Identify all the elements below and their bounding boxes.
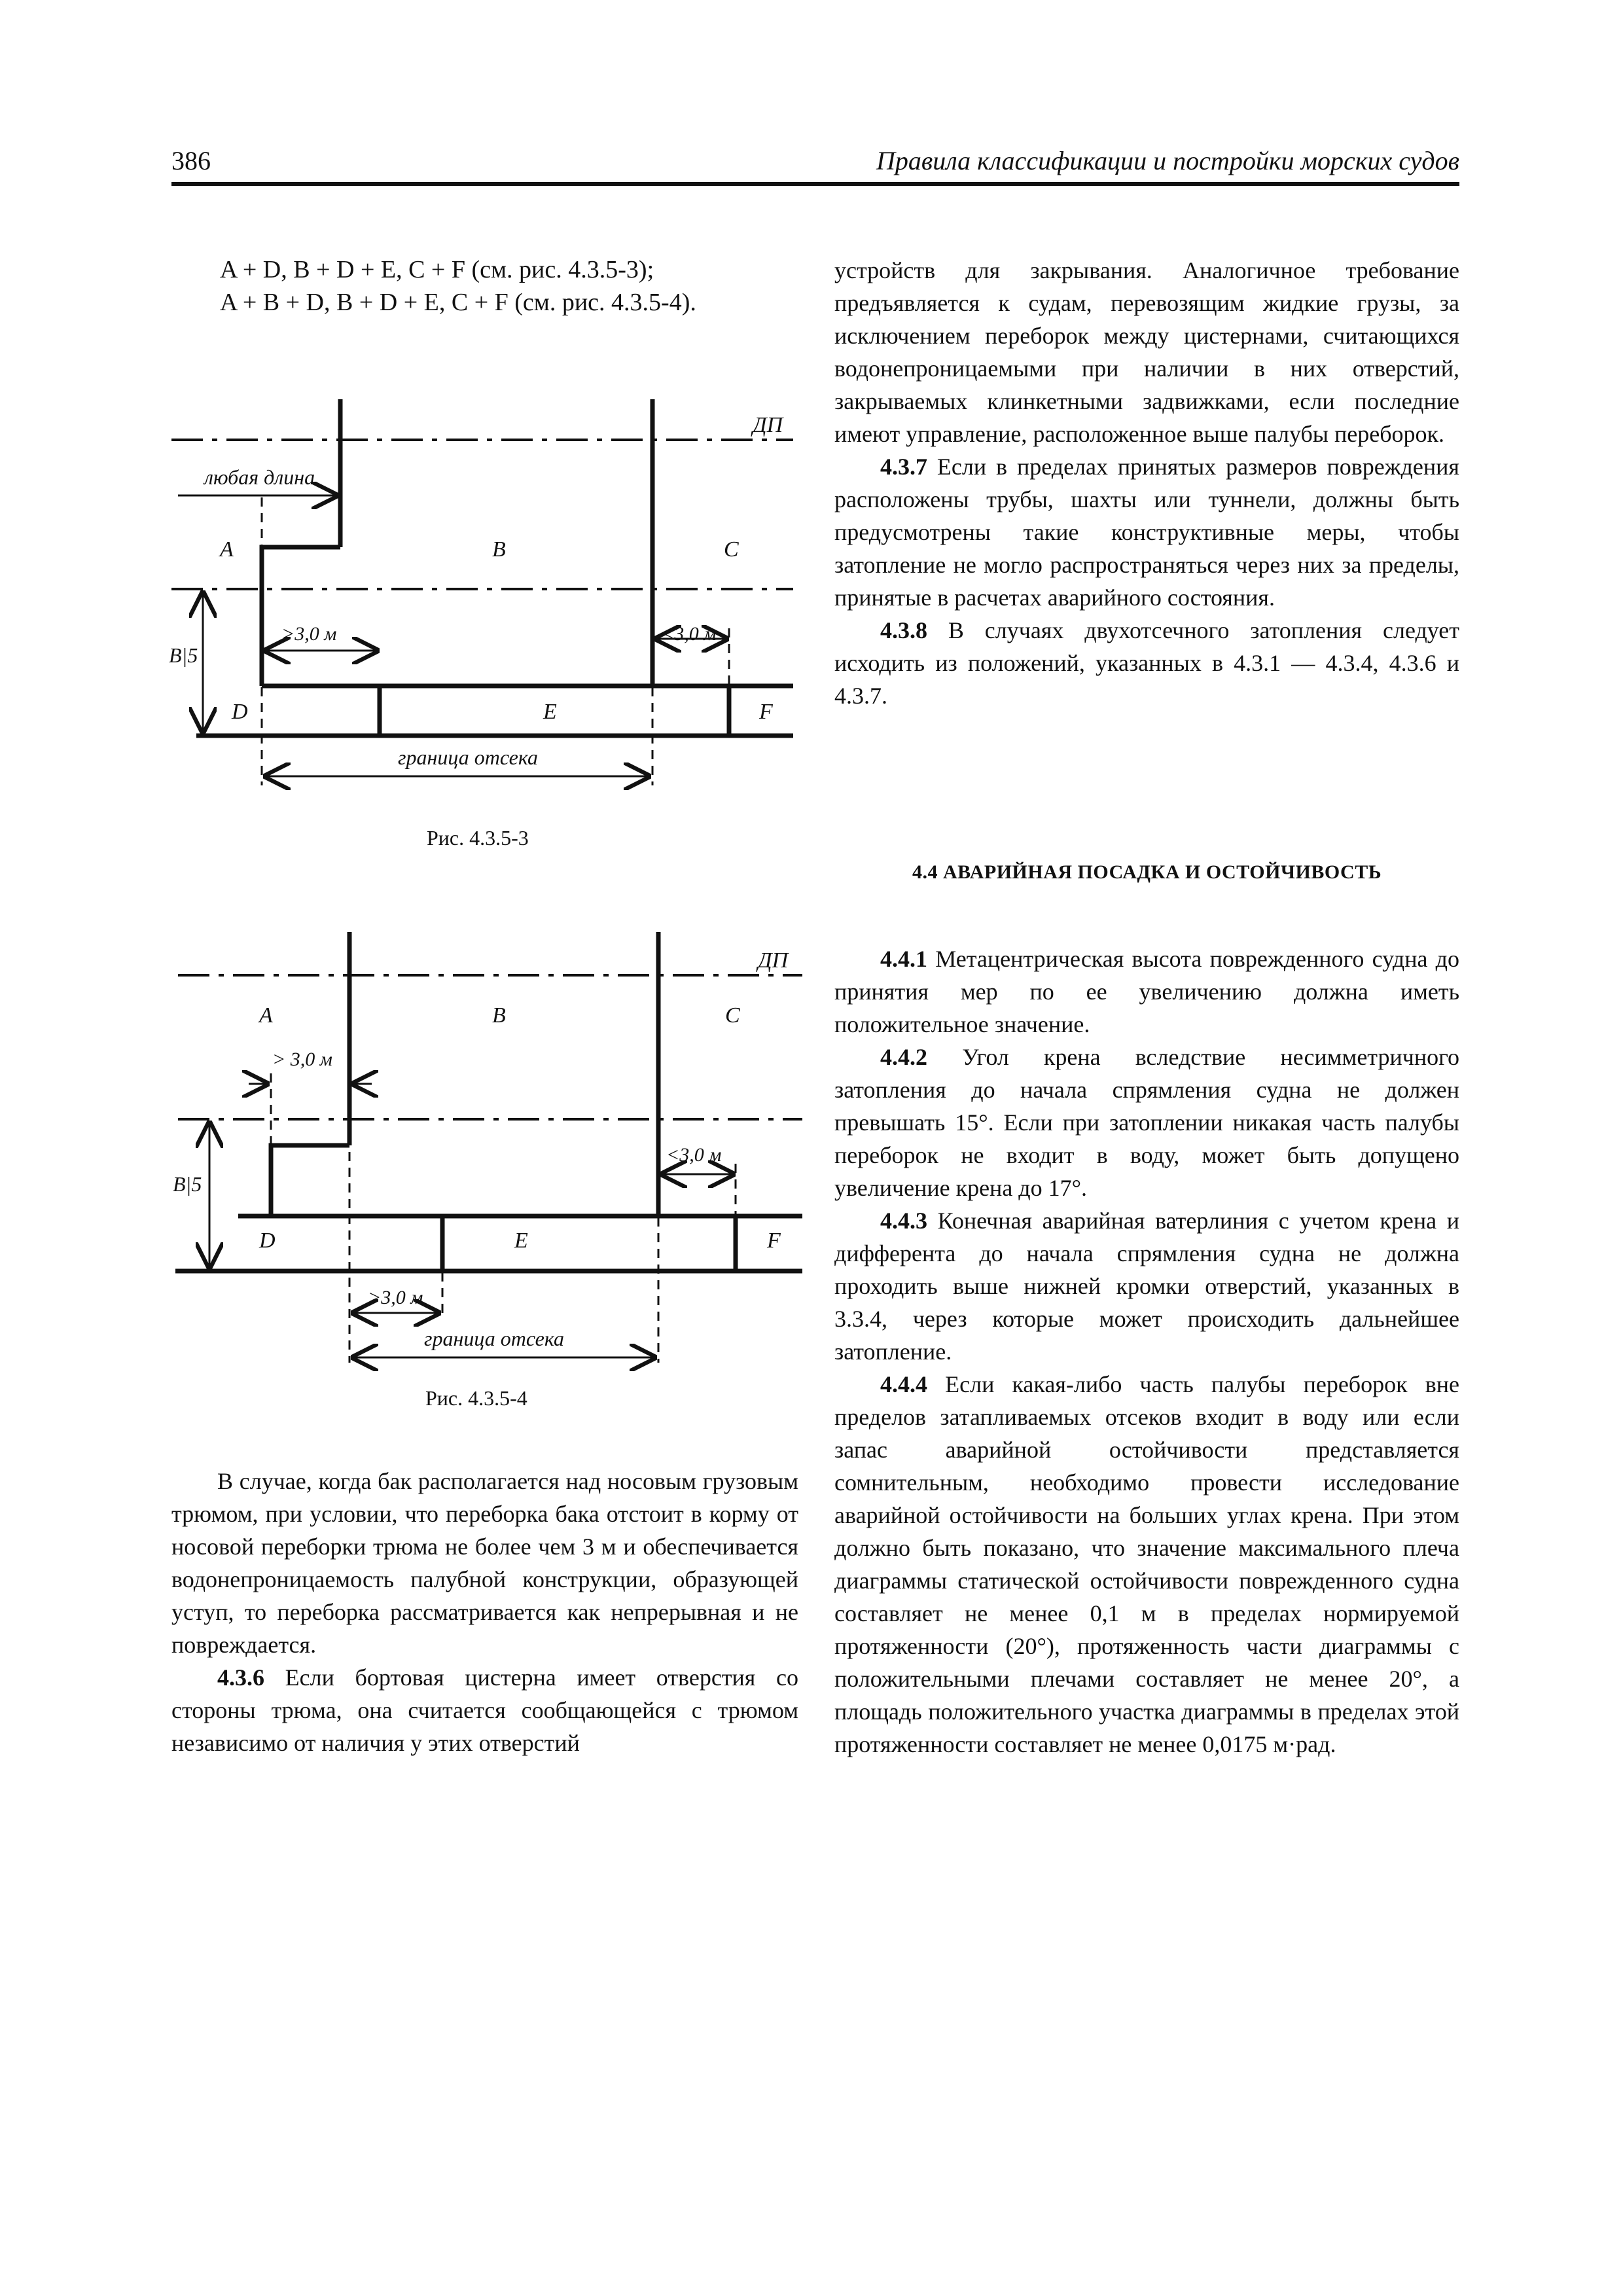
gt3-top-label: > 3,0 м	[272, 1049, 332, 1070]
paragraph-4-4-4	[834, 1368, 1459, 1761]
caption-figure-4-3-5-4: Рис. 4.3.5-4	[425, 1386, 527, 1410]
paragraph-continuation: устройств для закрывания. Аналогичное требование предъявляется к судам, перевозящим жидкие грузы, за исключением переборок между цистернами, считающихся водонепроницаемыми при наличии в них отверстий, закрываемых клинкетными задвижками, если последние имеют управление, расположенное выше палубы переборок.	[834, 257, 1459, 447]
clause-number: 4.4.2	[880, 1044, 927, 1070]
clause-text: Если какая-либо часть палубы переборок вне пределов затапливаемых отсеков входит в воду или если запас аварийной остойчивости представляется сомнительным, необходимо провести исследование аварийной остойчивости на больших углах крена. При этом должно быть показано, что значение максимального плеча диаграммы статической остойчивости поврежденного судна составляет не менее 0,1 м в пределах нормируемой протяженности (20°), протяженность части диаграммы с положительными плечами составляет не менее 20°, а площадь положительного участка диаграммы в пределах этой протяженности составляет не менее 0,0175 м·рад.	[834, 1371, 1459, 1757]
clause-number: 4.4.1	[880, 946, 927, 972]
label-b: B	[492, 1003, 506, 1028]
clause-number: 4.4.3	[880, 1208, 927, 1234]
gt3-label: >3,0 м	[281, 623, 337, 645]
label-b: B	[492, 537, 506, 562]
caption-figure-4-3-5-3: Рис. 4.3.5-3	[427, 826, 529, 850]
paragraph-4-3-8	[834, 614, 1459, 712]
formula-line-2: A + B + D, B + D + E, C + F (см. рис. 4.3.5-4).	[220, 289, 696, 316]
formula-line-1: A + D, B + D + E, C + F (см. рис. 4.3.5-3);	[220, 256, 654, 283]
dp-label: ДП	[758, 948, 789, 973]
gt3-bottom-label: >3,0 м	[368, 1287, 423, 1308]
clause-text: Если бортовая цистерна имеет отверстия со стороны трюма, она считается сообщающейся с трюмом независимо от наличия у этих отверстий	[171, 1664, 798, 1756]
label-c: C	[724, 537, 739, 562]
paragraph-4-3-6	[171, 1661, 798, 1759]
boundary-label: граница отсека	[398, 745, 539, 769]
clause-number: 4.3.7	[880, 454, 927, 480]
label-a: A	[220, 537, 234, 562]
paragraph-4-4-1	[834, 942, 1459, 1041]
clause-number: 4.3.6	[217, 1664, 264, 1691]
lt3-label: <3,0 м	[661, 623, 717, 645]
clause-number: 4.3.8	[880, 617, 927, 643]
bulkhead-step	[271, 1145, 349, 1216]
clause-text: Конечная аварийная ватерлиния с учетом крена и дифферента до начала спрямления судна не должна проходить выше нижней кромки отверстий, указанных в 3.3.4, через которые может происходить дальнейшее затопление.	[834, 1208, 1459, 1365]
b5-label: B|5	[169, 643, 198, 667]
right-column-text-top	[834, 254, 1459, 712]
clause-number: 4.4.4	[880, 1371, 927, 1397]
right-column-text-bottom	[834, 942, 1459, 1761]
clause-text: Если в пределах принятых размеров повреждения расположены трубы, шахты или туннели, должны быть предусмотрены такие конструктивные меры, чтобы затопление не могло распространяться через них за пределы, принятые в расчетах аварийного состояния.	[834, 454, 1459, 611]
paragraph-4-3-7	[834, 450, 1459, 614]
label-a: A	[259, 1003, 273, 1028]
paragraph-4-4-3	[834, 1204, 1459, 1368]
label-d: D	[232, 700, 248, 724]
label-c: C	[725, 1003, 740, 1028]
section-title: 4.4 АВАРИЙНАЯ ПОСАДКА И ОСТОЙЧИВОСТЬ	[912, 861, 1382, 883]
paragraph-4-4-2	[834, 1041, 1459, 1204]
page-number: 386	[171, 146, 211, 175]
label-f: F	[767, 1229, 781, 1253]
boundary-label: граница отсека	[424, 1327, 565, 1350]
clause-text: В случаях двухотсечного затопления следует исходить из положений, указанных в 4.3.1 — 4.3.4, 4.3.6 и 4.3.7.	[834, 617, 1459, 709]
left-column-text	[171, 1465, 798, 1759]
running-title: Правила классификации и постройки морских судов	[876, 146, 1459, 175]
clause-text: Угол крена вследствие несимметричного затопления до начала спрямления судна не должен превышать 15°. Если при затоплении никакая часть палубы переборок не входит в воду, может быть допущено увеличение крена до 17°.	[834, 1044, 1459, 1201]
dp-label: ДП	[753, 413, 783, 437]
b5-label: B|5	[173, 1172, 202, 1196]
lt3-label: <3,0 м	[666, 1144, 722, 1166]
label-f: F	[759, 700, 773, 724]
paragraph-forecastle: В случае, когда бак располагается над носовым грузовым трюмом, при условии, что переборка бака отстоит в корму от носовой переборки трюма не более чем 3 м и обеспечивается водонепроницаемость палубной конструкции, образующей уступ, то переборка рассматривается как непрерывная и не повреждается.	[171, 1468, 798, 1658]
any-length-label: любая длина	[204, 465, 315, 489]
label-e: E	[543, 700, 557, 724]
label-e: E	[514, 1229, 528, 1253]
clause-text: Метацентрическая высота поврежденного судна до принятия мер по ее увеличению должна иметь положительное значение.	[834, 946, 1459, 1037]
label-d: D	[259, 1229, 276, 1253]
